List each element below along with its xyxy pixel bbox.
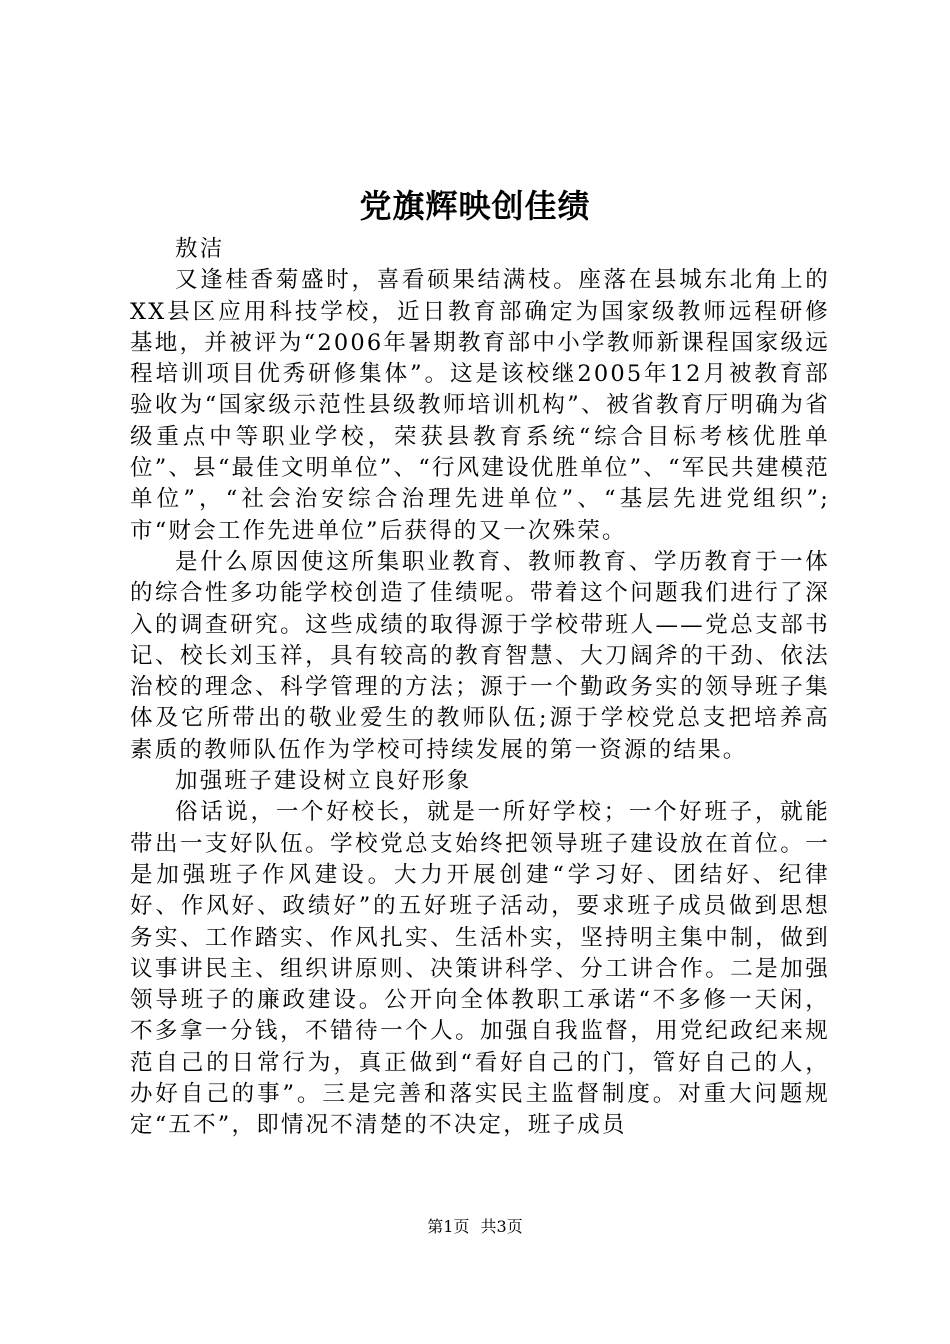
- paragraph-1: 又逢桂香菊盛时，喜看硕果结满枝。座落在县城东北角上的XX县区应用科技学校，近日教育部确定为国家级教师远程研修基地，并被评为“2006年暑期教育部中小学教师新课程国家级远程培训项目优秀研修集体”。这是该校继2005年12月被教育部验收为“国家级示范性县级教师培训机构”、被省教育厅明确为省级重点中等职业学校，荣获县教育系统“综合目标考核优胜单位”、县“最佳文明单位”、“行风建设优胜单位”、“军民共建模范单位”，“社会治安综合治理先进单位”、“基层先进党组织”;市“财会工作先进单位”后获得的又一次殊荣。: [130, 267, 830, 544]
- page-number: 第1页: [427, 1217, 470, 1236]
- page-total: 共3页: [480, 1217, 523, 1236]
- document-title: 党旗辉映创佳绩: [359, 187, 591, 225]
- author-line: 敖洁: [175, 236, 225, 262]
- paragraph-3: 俗话说，一个好校长，就是一所好学校；一个好班子，就能带出一支好队伍。学校党总支始终把领导班子建设放在首位。一是加强班子作风建设。大力开展创建“学习好、团结好、纪律好、作风好、政绩好”的五好班子活动，要求班子成员做到思想务实、工作踏实、作风扎实、生活朴实，坚持明主集中制，做到议事讲民主、组织讲原则、决策讲科学、分工讲合作。二是加强领导班子的廉政建设。公开向全体教职工承诺“不多修一天闲，不多拿一分钱，不错待一个人。加强自我监督，用党纪政纪来规范自己的日常行为，真正做到“看好自己的门，管好自己的人，办好自己的事”。三是完善和落实民主监督制度。对重大问题规定“五不”，即情况不清楚的不决定，班子成员: [130, 799, 830, 1139]
- paragraph-2: 是什么原因使这所集职业教育、教师教育、学历教育于一体的综合性多功能学校创造了佳绩呢。带着这个问题我们进行了深入的调查研究。这些成绩的取得源于学校带班人——党总支部书记、校长刘玉祥，具有较高的教育智慧、大刀阔斧的干劲、依法治校的理念、科学管理的方法；源于一个勤政务实的领导班子集体及它所带出的敬业爱生的教师队伍;源于学校党总支把培养高素质的教师队伍作为学校可持续发展的第一资源的结果。: [130, 548, 830, 763]
- page-footer: [0, 1216, 950, 1238]
- section-heading: 加强班子建设树立良好形象: [175, 768, 472, 795]
- document-body: [130, 234, 830, 1142]
